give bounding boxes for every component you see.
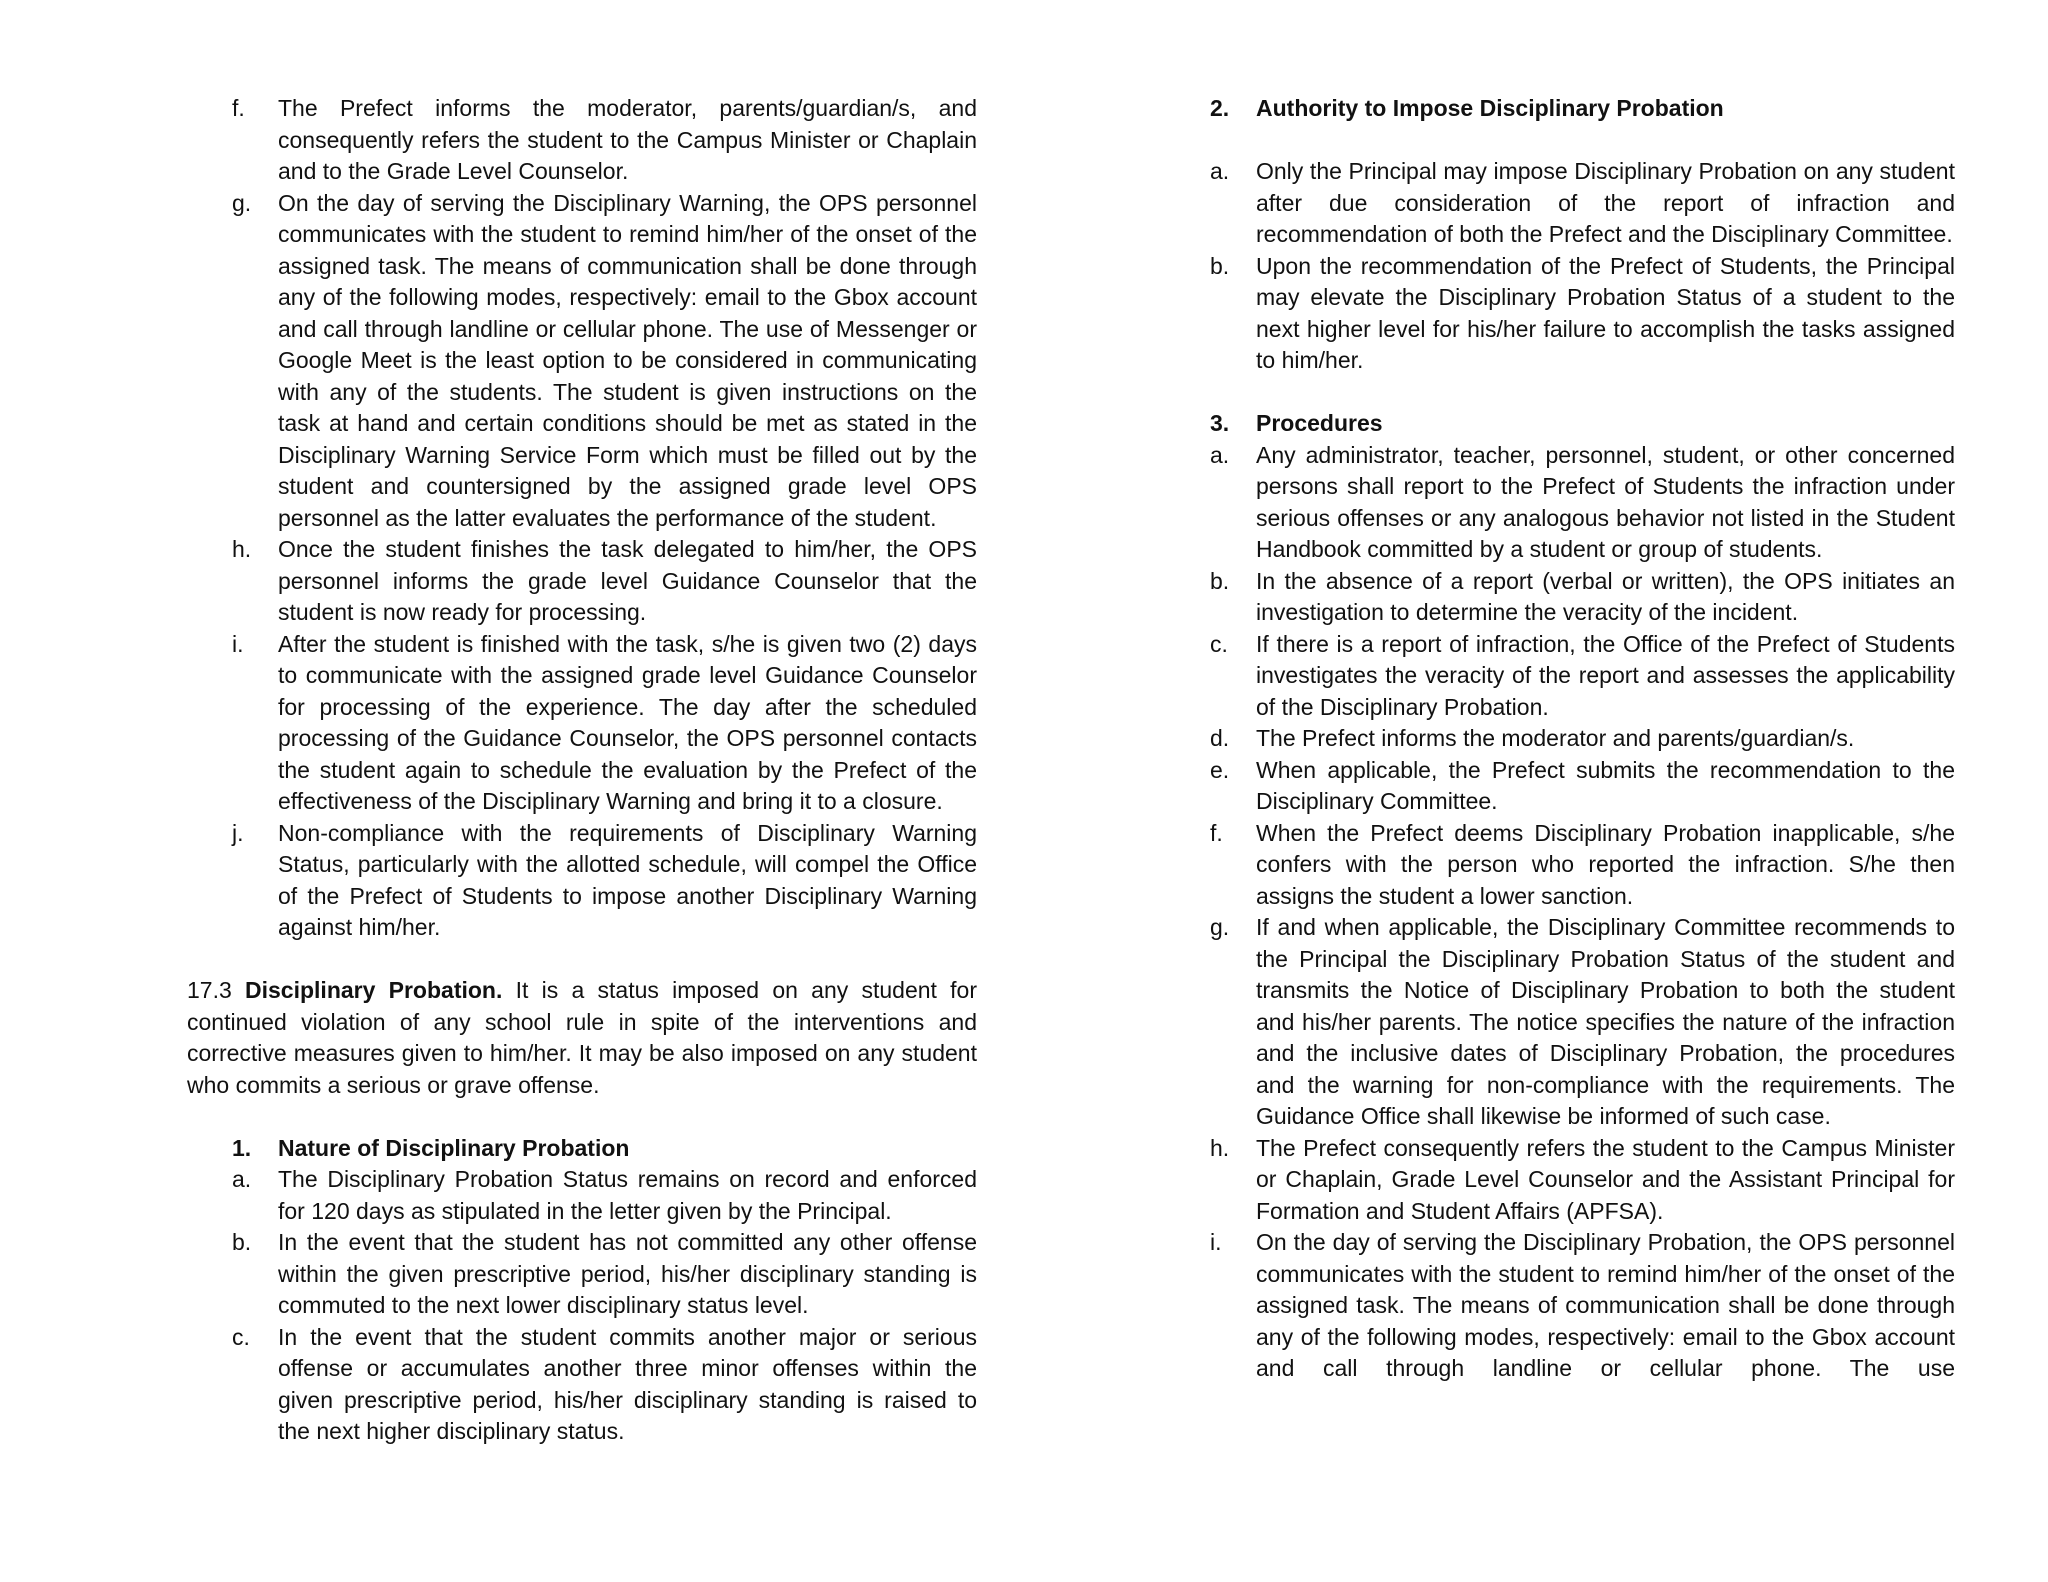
list-item — [187, 93, 977, 188]
list-marker: a. — [232, 1166, 252, 1192]
list-item — [1165, 912, 1955, 1133]
list-item-text: Non-compliance with the requirements of Disciplinary Warning Status, particularly with the allotted schedule, will compel the Office of the Prefect of Students to impose another Disciplinary Warning against him/her. — [278, 819, 977, 940]
blank-line — [187, 944, 977, 976]
list-marker: a. — [1210, 441, 1230, 468]
list-marker: g. — [1210, 914, 1230, 940]
right-column — [1165, 93, 1955, 1385]
list-item — [187, 188, 977, 535]
nature-list — [187, 1164, 977, 1448]
list-item — [187, 629, 977, 818]
list-marker: c. — [1210, 630, 1228, 657]
section-17-3-paragraph — [187, 975, 977, 1101]
list-item — [1165, 629, 1955, 724]
list-item-text: On the day of serving the Disciplinary Warning, the OPS personnel communicates with the student to remind him/her of the onset of the assigned task. The means of communication shall be done through any of the following modes, respectively: email to the Gbox account and call through landline or cellular phone. The use of Messenger or Google Meet is the least option to be considered in communicating with any of the students. The student is given instructions on the task at hand and certain conditions should be met as stated in the Disciplinary Warning Service Form which must be filled out by the student and countersigned by the assigned grade level OPS personnel as the latter evaluates the performance of the student. — [278, 189, 977, 531]
list-marker: h. — [232, 536, 252, 562]
list-item — [187, 1322, 977, 1448]
subsection-heading-nature — [187, 1133, 977, 1165]
list-marker: d. — [1210, 725, 1230, 751]
list-marker: b. — [1210, 252, 1230, 279]
list-item — [1165, 566, 1955, 629]
list-marker: b. — [1210, 567, 1230, 594]
subsection-heading-procedures — [1165, 408, 1955, 440]
list-item-text: Once the student finishes the task delegated to him/her, the OPS personnel informs the grade level Guidance Counselor that the student is now ready for processing. — [278, 536, 977, 625]
list-item-text: The Disciplinary Probation Status remains on record and enforced for 120 days as stipulated in the letter given by the Principal. — [278, 1166, 977, 1224]
procedures-list — [1165, 440, 1955, 1385]
list-item — [1165, 1133, 1955, 1228]
section-text: It is a status imposed on any student for continued violation of any school rule in spite of the interventions and corrective measures given to him/her. It may be also imposed on any student who commits a serious or grave offense. — [187, 977, 978, 1098]
list-marker: g. — [232, 189, 252, 216]
subsection-heading-authority — [1165, 93, 1955, 125]
list-item-text: In the absence of a report (verbal or written), the OPS initiates an investigation to determine the veracity of the incident. — [1256, 567, 1955, 625]
list-marker: j. — [232, 819, 244, 846]
list-item-text: When applicable, the Prefect submits the recommendation to the Disciplinary Committee. — [1256, 756, 1955, 814]
list-item-text: In the event that the student has not committed any other offense within the given prescriptive period, his/her disciplinary standing is commuted to the next lower disciplinary status level. — [278, 1229, 977, 1318]
heading-number: 1. — [232, 1134, 252, 1161]
list-item — [1165, 156, 1955, 251]
list-marker: h. — [1210, 1134, 1230, 1161]
list-item — [187, 1227, 977, 1322]
left-column — [187, 93, 977, 1448]
blank-line — [1165, 125, 1955, 157]
list-item-text: The Prefect informs the moderator, parents/guardian/s, and consequently refers the student to the Campus Minister or Chaplain and to the Grade Level Counselor. — [278, 95, 977, 184]
heading-number: 2. — [1210, 95, 1230, 121]
list-item-text: Any administrator, teacher, personnel, student, or other concerned persons shall report to the Prefect of Students the infraction under serious offenses or any analogous behavior not listed in the Student Handbook committed by a student or group of students. — [1256, 441, 1955, 562]
heading-title: Procedures — [1256, 410, 1383, 436]
list-marker: i. — [1210, 1229, 1222, 1255]
list-item-text: The Prefect informs the moderator and parents/guardian/s. — [1256, 725, 1855, 751]
list-marker: i. — [232, 630, 244, 657]
list-item — [187, 534, 977, 629]
list-marker: a. — [1210, 158, 1230, 184]
list-marker: f. — [232, 95, 245, 121]
list-item-text: If and when applicable, the Disciplinary Committee recommends to the Principal the Disciplinary Probation Status of the student and transmits the Notice of Disciplinary Probation to both the student and his/her parents. The notice specifies the nature of the infraction and the inclusive dates of Disciplinary Probation, the procedures and the warning for non-compliance with the requirements. The Guidance Office shall likewise be informed of such case. — [1256, 914, 1955, 1129]
list-item — [1165, 251, 1955, 377]
list-item — [187, 1164, 977, 1227]
warning-procedure-list — [187, 93, 977, 944]
heading-number: 3. — [1210, 410, 1230, 436]
list-item — [1165, 440, 1955, 566]
heading-title: Nature of Disciplinary Probation — [278, 1134, 630, 1161]
list-item-text: On the day of serving the Disciplinary Probation, the OPS personnel communicates with the student to remind him/her of the onset of the assigned task. The means of communication shall be done through any of the following modes, respectively: email to the Gbox account and call through landline or cellular phone. The use — [1256, 1229, 1955, 1381]
heading-title: Authority to Impose Disciplinary Probation — [1256, 95, 1724, 121]
list-marker: e. — [1210, 756, 1230, 783]
list-item-text: After the student is finished with the task, s/he is given two (2) days to communicate with the assigned grade level Guidance Counselor for processing of the experience. The day after the scheduled processing of the Guidance Counselor, the OPS personnel contacts the student again to schedule the evaluation by the Prefect of the effectiveness of the Disciplinary Warning and bring it to a closure. — [278, 630, 977, 814]
section-title: Disciplinary Probation. — [245, 977, 503, 1003]
list-item — [1165, 818, 1955, 913]
list-marker: b. — [232, 1229, 252, 1255]
authority-list — [1165, 156, 1955, 377]
list-marker: c. — [232, 1323, 250, 1350]
list-item-text: In the event that the student commits another major or serious offense or accumulates another three minor offenses within the given prescriptive period, his/her disciplinary standing is raised to the next higher disciplinary status. — [278, 1323, 977, 1444]
list-item — [1165, 1227, 1955, 1385]
blank-line — [1165, 377, 1955, 409]
list-item-text: The Prefect consequently refers the student to the Campus Minister or Chaplain, Grade Level Counselor and the Assistant Principal for Formation and Student Affairs (APFSA). — [1256, 1134, 1955, 1224]
list-marker: f. — [1210, 819, 1223, 846]
list-item-text: If there is a report of infraction, the Office of the Prefect of Students investigates the veracity of the report and assesses the applicability of the Disciplinary Probation. — [1256, 630, 1955, 720]
section-number: 17.3 — [187, 977, 232, 1003]
list-item — [1165, 723, 1955, 755]
list-item-text: Only the Principal may impose Disciplinary Probation on any student after due consideration of the report of infraction and recommendation of both the Prefect and the Disciplinary Committee. — [1256, 158, 1955, 247]
list-item — [1165, 755, 1955, 818]
blank-line — [187, 1101, 977, 1133]
list-item-text: Upon the recommendation of the Prefect of Students, the Principal may elevate the Disciplinary Probation Status of a student to the next higher level for his/her failure to accomplish the tasks assigned to him/her. — [1256, 252, 1955, 373]
list-item — [187, 818, 977, 944]
list-item-text: When the Prefect deems Disciplinary Probation inapplicable, s/he confers with the person who reported the infraction. S/he then assigns the student a lower sanction. — [1256, 819, 1955, 909]
